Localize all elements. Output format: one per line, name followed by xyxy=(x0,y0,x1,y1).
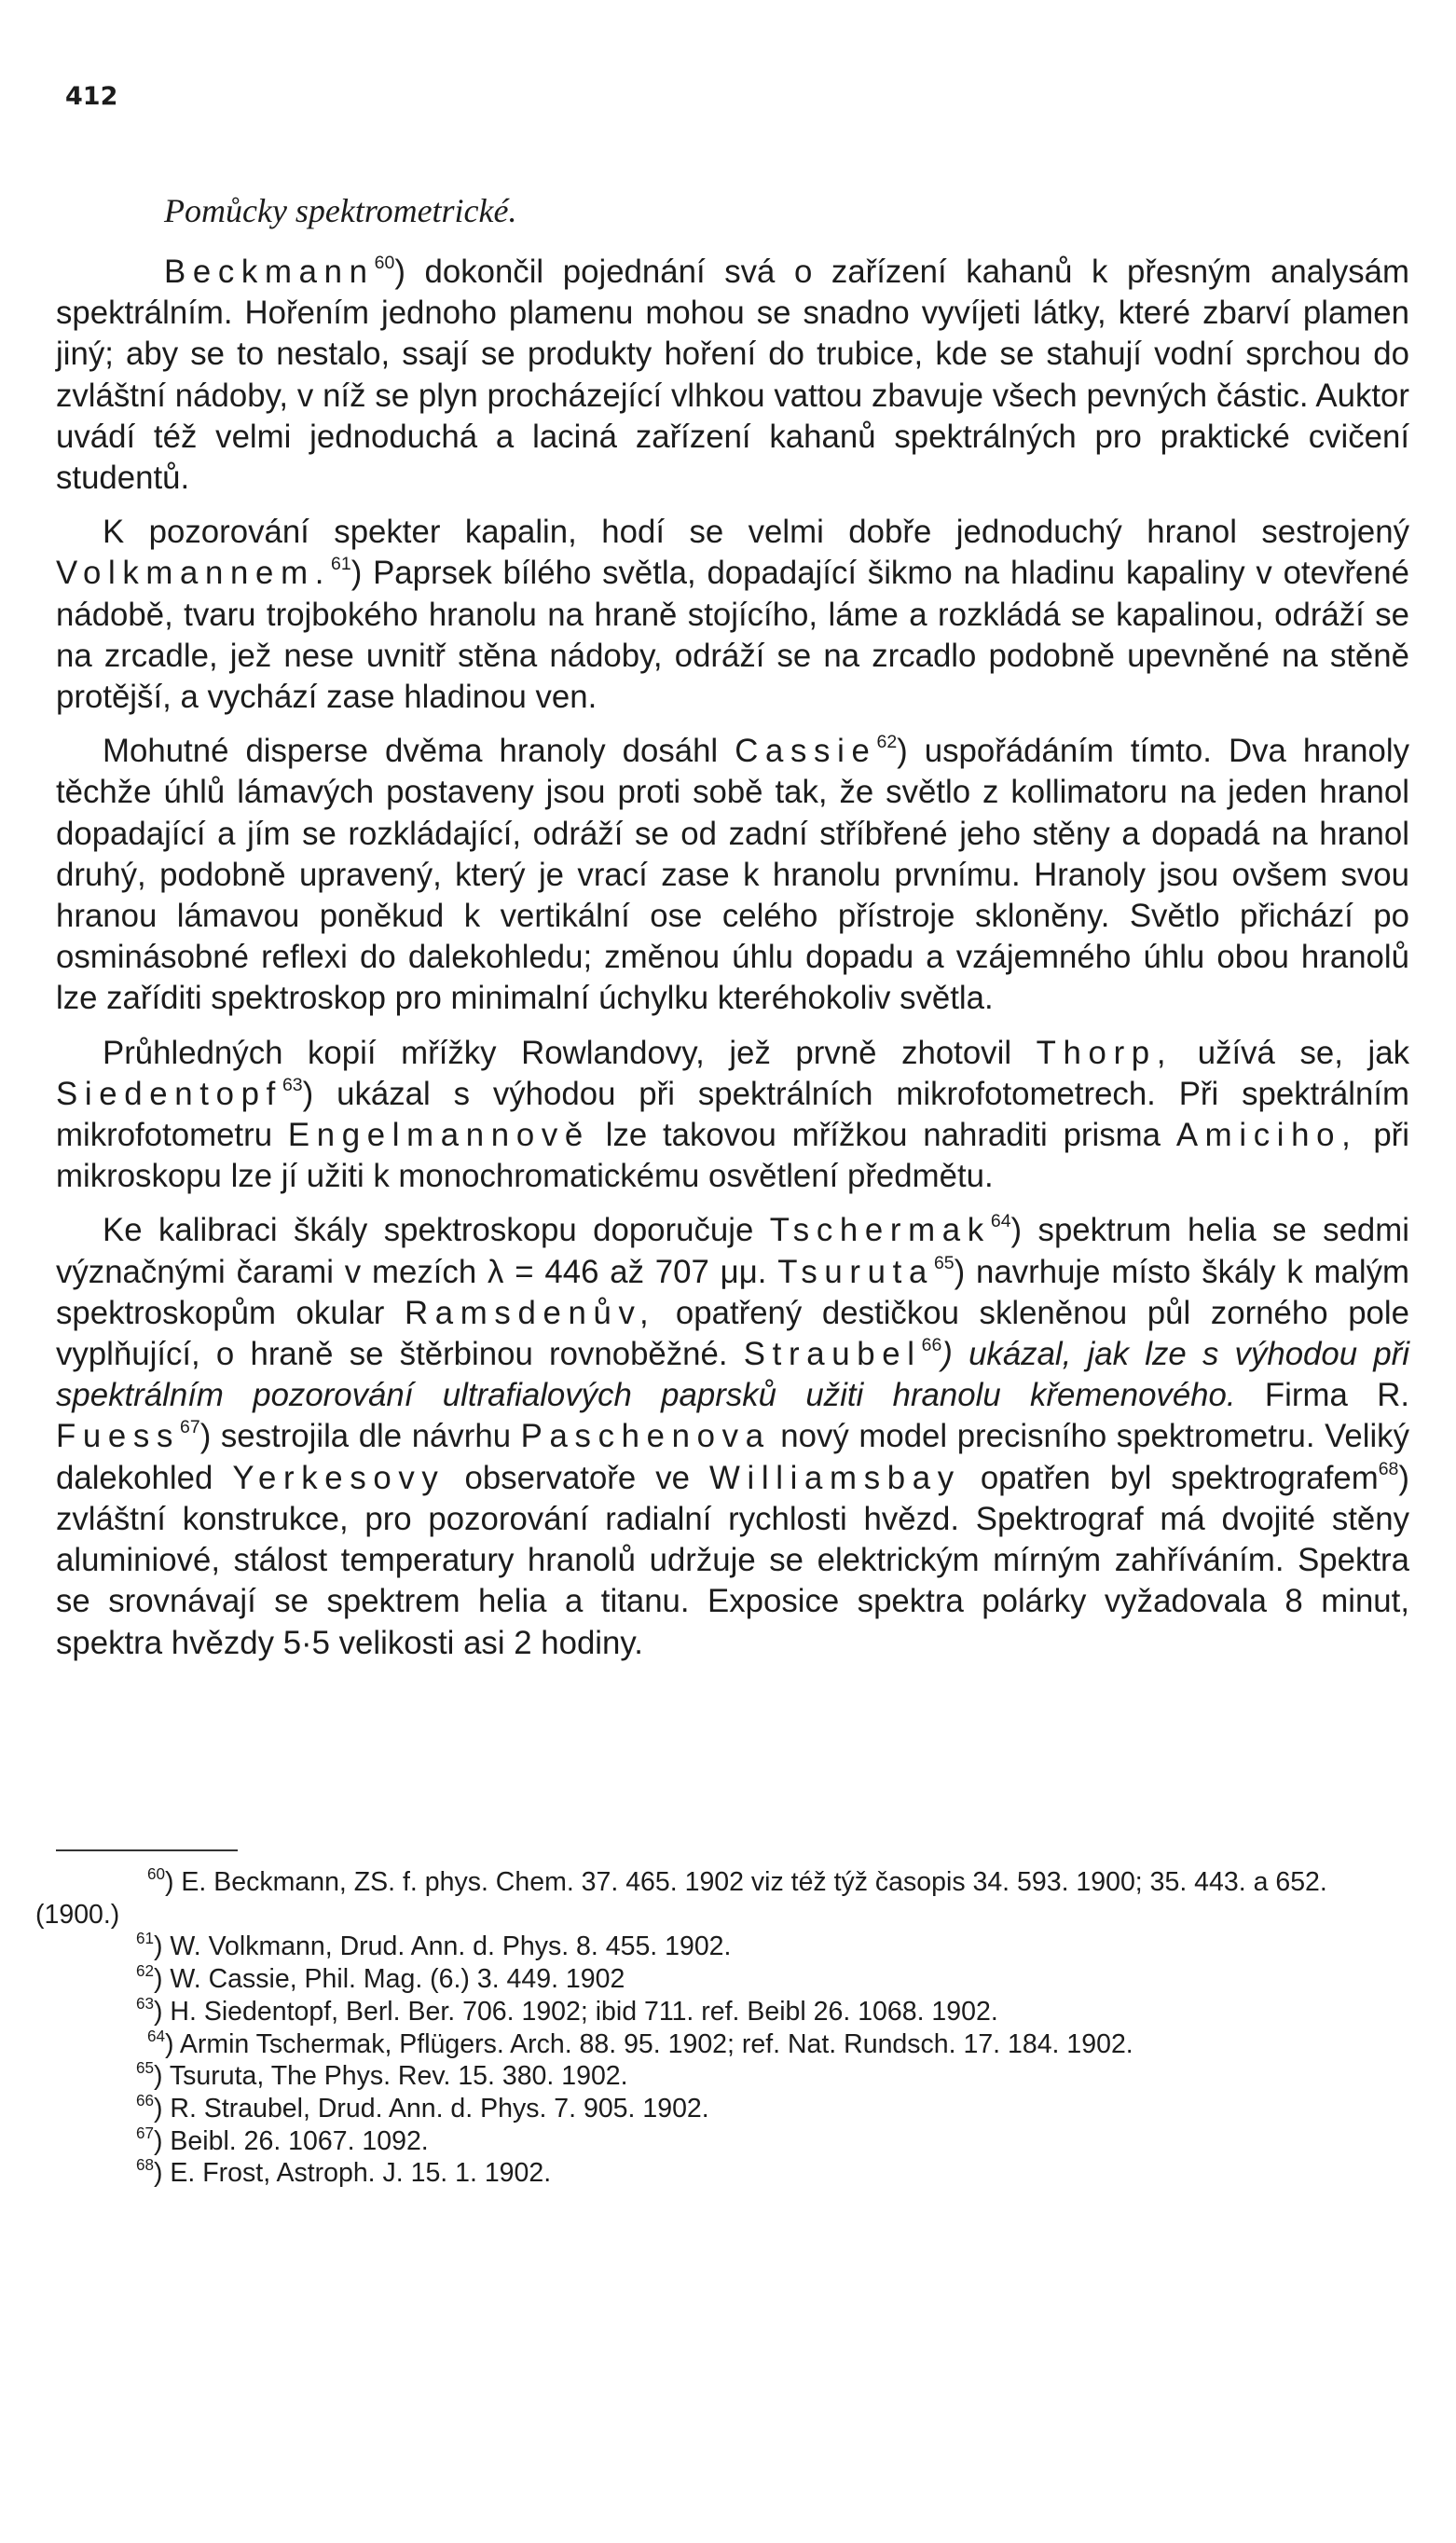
footnote xyxy=(35,1931,1409,1963)
footnote xyxy=(35,2157,1409,2190)
footnote-text: ) W. Volkmann, Drud. Ann. d. Phys. 8. 455. 1902. xyxy=(154,1931,732,1962)
text-run: Paschenova xyxy=(520,1418,771,1455)
text-run: užívá se, jak xyxy=(1173,1034,1409,1071)
text-run: ) Paprsek bílého světla, dopadající šikmo na hladinu kapaliny v otevřené nádobě, tvaru trojbokého hranolu na hraně stojícího, láme a rozkládá se kapalinou, odráží se na zrcadle, jež nese uvnitř stěna nádoby, odráží se na zrcadlo podobně upevněné na stěně protější, a vychází zase hladinou ven. xyxy=(56,555,1409,716)
footnote-reference: 63 xyxy=(282,1074,303,1095)
text-run: Cassie xyxy=(735,733,877,770)
text-run: K pozorování spekter kapalin, hodí se velmi dobře jednoduchý hranol sestrojený xyxy=(103,514,1409,551)
footnote xyxy=(35,1996,1409,2028)
text-run: ) zvláštní konstrukce, pro pozorování radialní rychlosti hvězd. Spektrograf má dvojité stěny aluminiové, stálost temperatury hranolů udržuje se elektrickým mírným zahříváním. Spektra se srovnávají se spektrem helia a titanu. Exposice spektra polárky vyžadovala 8 minut, spektra hvězdy 5·5 velikosti asi 2 hodiny. xyxy=(56,1459,1409,1661)
footnote-mark: 63 xyxy=(136,1994,155,2013)
text-run: Ramsdenův, xyxy=(404,1294,656,1331)
paragraph xyxy=(56,1033,1409,1198)
footnote-text: ) Tsuruta, The Phys. Rev. 15. 380. 1902. xyxy=(154,2061,628,2092)
text-run: Průhledných kopií mřížky Rowlandovy, jež prvně zhotovil xyxy=(103,1034,1037,1071)
footnote-reference: 65 xyxy=(933,1252,955,1273)
footnote-text: ) Beibl. 26. 1067. 1092. xyxy=(154,2125,429,2156)
footnote xyxy=(35,1963,1409,1996)
text-run: Fuess xyxy=(56,1418,181,1455)
footnote-reference: 67 xyxy=(180,1417,200,1438)
text-run: ) spektrum helia se sedmi význačnými čarami v mezích λ = 446 až 707 μμ. xyxy=(56,1212,1409,1290)
text-run: Tschermak xyxy=(769,1212,991,1249)
text-run: ) uspořádáním tímto. Dva hranoly těchže úhlů lámavých postaveny jsou proti sobě tak, že světlo z kollimatoru na jeden hranol dopadající a jím se rozkládající, odráží se od zadní stříbřené jeho stěny a dopadá na hranol druhý, podobně upravený, který je vrací zase k hranolu prvnímu. Hranoly jsou ovšem svou hranou lámavou poněkud k vertikální ose celého přístroje skloněny. Světlo přichází po osminásobné reflexi do dalekohledu; změnou úhlu dopadu a vzájemného úhlu obou hranolů lze zaříditi spektroskop pro minimalní úchylku kteréhokoliv světla. xyxy=(56,733,1409,1017)
footnote-reference: 62 xyxy=(876,732,898,753)
text-run: Amiciho, xyxy=(1175,1117,1358,1154)
footnote-reference: 68 xyxy=(1378,1458,1399,1479)
footnotes xyxy=(35,1866,1409,2190)
text-run: opatřený destičkou skleněnou půl zorného pole vyplňující, o hraně se štěrbinou rovnoběžné. xyxy=(56,1294,1409,1373)
footnote xyxy=(35,2125,1409,2158)
footnote-mark: 68 xyxy=(136,2156,155,2175)
footnote xyxy=(35,1866,1409,1931)
running-head: Pomůcky spektrometrické. xyxy=(164,192,517,229)
footnote-mark: 60 xyxy=(147,1865,166,1884)
text-run: Tsuruta xyxy=(777,1253,934,1290)
text-run: Firma R. xyxy=(1235,1377,1409,1414)
text-run: Straubel xyxy=(743,1336,922,1373)
text-run: Thorp, xyxy=(1036,1034,1174,1071)
footnote-mark: 65 xyxy=(136,2059,155,2078)
footnote-mark: 64 xyxy=(147,2027,166,2045)
footnote-mark: 66 xyxy=(136,2091,155,2110)
text-run: Ke kalibraci škály spektroskopu doporučuje xyxy=(103,1212,770,1249)
paragraph xyxy=(56,252,1409,499)
footnote xyxy=(35,2093,1409,2125)
footnote-mark: 62 xyxy=(136,1962,155,1981)
footnote-divider xyxy=(56,1849,238,1851)
text-run: Volkmannem. xyxy=(56,555,332,592)
footnote xyxy=(35,2028,1409,2061)
body-text xyxy=(56,252,1409,1677)
page-number: 412 xyxy=(65,82,118,111)
text-run: ) ukázal, jak lze s výhodou při spektrálním pozorování ultrafialových paprsků užiti hranolu křemenového. xyxy=(56,1336,1409,1414)
footnote-reference: 60 xyxy=(374,252,395,273)
text-run: ) ukázal s výhodou při spektrálních mikrofotometrech. Při spektrálním mikrofotometru xyxy=(56,1075,1409,1154)
text-run: lze takovou mřížkou nahraditi prisma xyxy=(589,1117,1176,1154)
text-run: Beckmann xyxy=(164,254,375,290)
text-run: Williamsbay xyxy=(709,1459,961,1496)
footnote-text: ) Armin Tschermak, Pflügers. Arch. 88. 95. 1902; ref. Nat. Rundsch. 17. 184. 1902. xyxy=(165,2028,1133,2059)
footnote-text: ) H. Siedentopf, Berl. Ber. 706. 1902; ibid 711. ref. Beibl 26. 1068. 1902. xyxy=(154,1996,998,2027)
text-run: při mikroskopu lze jí užiti k monochromatickému osvětlení předmětu. xyxy=(56,1117,1409,1195)
text-run: ) navrhuje místo škály k malým spektroskopům okular xyxy=(56,1253,1409,1331)
text-run: Engelmannově xyxy=(287,1117,590,1154)
text-run: opatřen byl spektrografem xyxy=(960,1459,1379,1496)
footnote-text: ) E. Beckmann, ZS. f. phys. Chem. 37. 465. 1902 viz též týž časopis 34. 593. 1900; 35. 443. a 652. (1900.) xyxy=(35,1867,1327,1930)
text-run: Siedentopf xyxy=(56,1075,282,1112)
footnote-text: ) W. Cassie, Phil. Mag. (6.) 3. 449. 1902 xyxy=(154,1964,625,1995)
text-run: observatoře ve xyxy=(445,1459,709,1496)
footnote-text: ) R. Straubel, Drud. Ann. d. Phys. 7. 905. 1902. xyxy=(154,2093,709,2124)
paragraph xyxy=(56,512,1409,718)
footnote-mark: 61 xyxy=(136,1930,155,1948)
text-run: ) sestrojila dle návrhu xyxy=(199,1418,521,1455)
text-run: ) dokončil pojednání svá o zařízení kahanů k přesným analysám spektrálním. Hořením jednoho plamenu mohou se snadno vyvíjeti látky, které zbarví plamen jiný; aby se to nestalo, ssají se produkty hoření do trubice, kde se stahují vodní sprchou do zvláštní nádoby, v níž se plyn procházející vlhkou vattou zbavuje všech pevných částic. Auktor uvádí též velmi jednoduchá a laciná zařízení kahanů spektrálných pro praktické cvičení studentů. xyxy=(56,254,1409,497)
footnote-reference: 64 xyxy=(990,1211,1011,1232)
footnote-mark: 67 xyxy=(136,2124,155,2142)
text-run: Mohutné disperse dvěma hranoly dosáhl xyxy=(103,733,735,770)
footnote xyxy=(35,2060,1409,2093)
footnote-reference: 61 xyxy=(331,554,351,575)
paragraph xyxy=(56,1210,1409,1663)
paragraph xyxy=(56,731,1409,1019)
text-run: nový model precisního spektrometru. Veliký dalekohled xyxy=(56,1418,1409,1496)
text-run: Yerkesovy xyxy=(232,1459,446,1496)
footnote-reference: 66 xyxy=(921,1334,942,1355)
footnote-text: ) E. Frost, Astroph. J. 15. 1. 1902. xyxy=(154,2158,552,2189)
